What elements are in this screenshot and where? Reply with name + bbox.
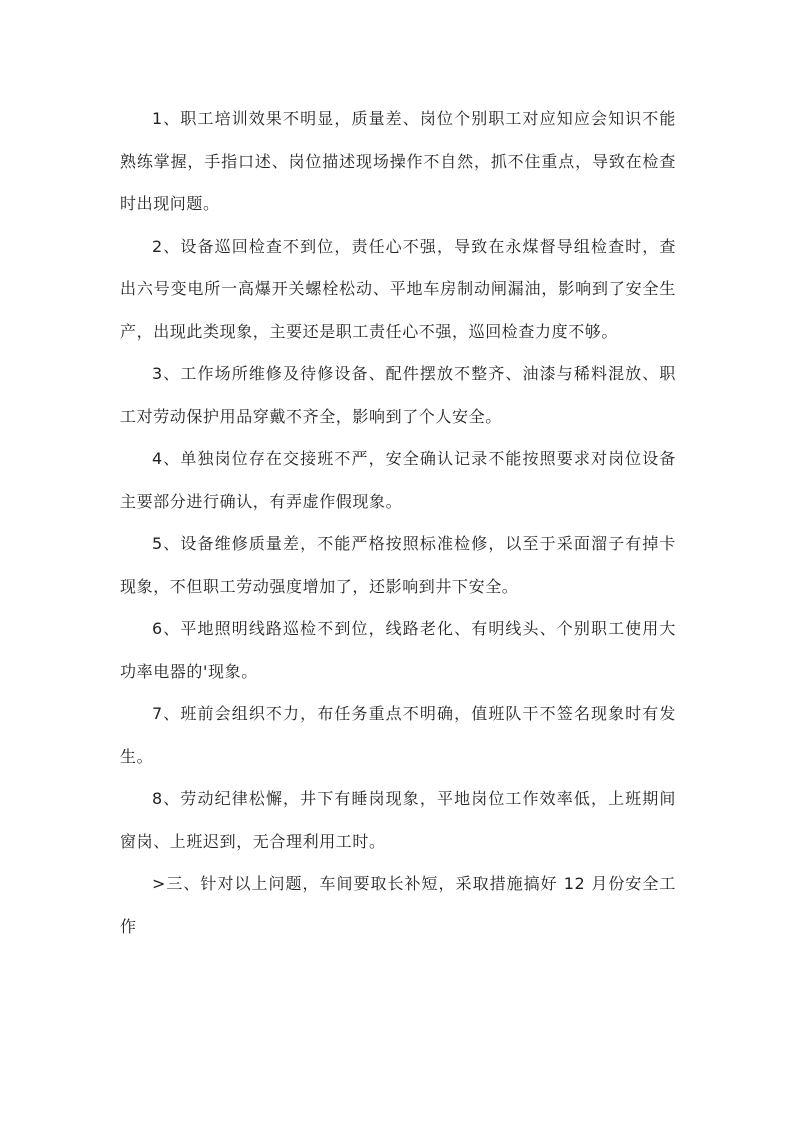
paragraph-4: 4、单独岗位存在交接班不严，安全确认记录不能按照要求对岗位设备主要部分进行确认，有弄虚作假现象。	[120, 449, 676, 511]
paragraph-6: 6、平地照明线路巡检不到位，线路老化、有明线头、个别职工使用大功率电器的'现象。	[120, 619, 676, 681]
paragraph-3: 3、工作场所维修及待修设备、配件摆放不整齐、油漆与稀料混放、职工对劳动保护用品穿戴不齐全，影响到了个人安全。	[120, 364, 676, 426]
paragraph-1: 1、职工培训效果不明显，质量差、岗位个别职工对应知应会知识不能熟练掌握，手指口述、岗位描述现场操作不自然，抓不住重点，导致在检查时出现问题。	[120, 109, 676, 213]
paragraph-2: 2、设备巡回检查不到位，责任心不强，导致在永煤督导组检查时，查出六号变电所一高爆开关螺栓松动、平地车房制动闸漏油，影响到了安全生产，出现此类现象，主要还是职工责任心不强，巡回检查力度不够。	[120, 236, 676, 341]
paragraph-5: 5、设备维修质量差，不能严格按照标准检修，以至于采面溜子有掉卡现象，不但职工劳动强度增加了，还影响到井下安全。	[120, 534, 676, 596]
section-heading-3: >三、针对以上问题，车间要取长补短，采取措施搞好 12 月份安全工作	[120, 874, 676, 936]
paragraph-8: 8、劳动纪律松懈，井下有睡岗现象，平地岗位工作效率低，上班期间窗岗、上班迟到，无合理利用工时。	[120, 789, 676, 851]
paragraph-7: 7、班前会组织不力，布任务重点不明确，值班队干不签名现象时有发生。	[120, 704, 676, 766]
document-body	[120, 98, 676, 948]
